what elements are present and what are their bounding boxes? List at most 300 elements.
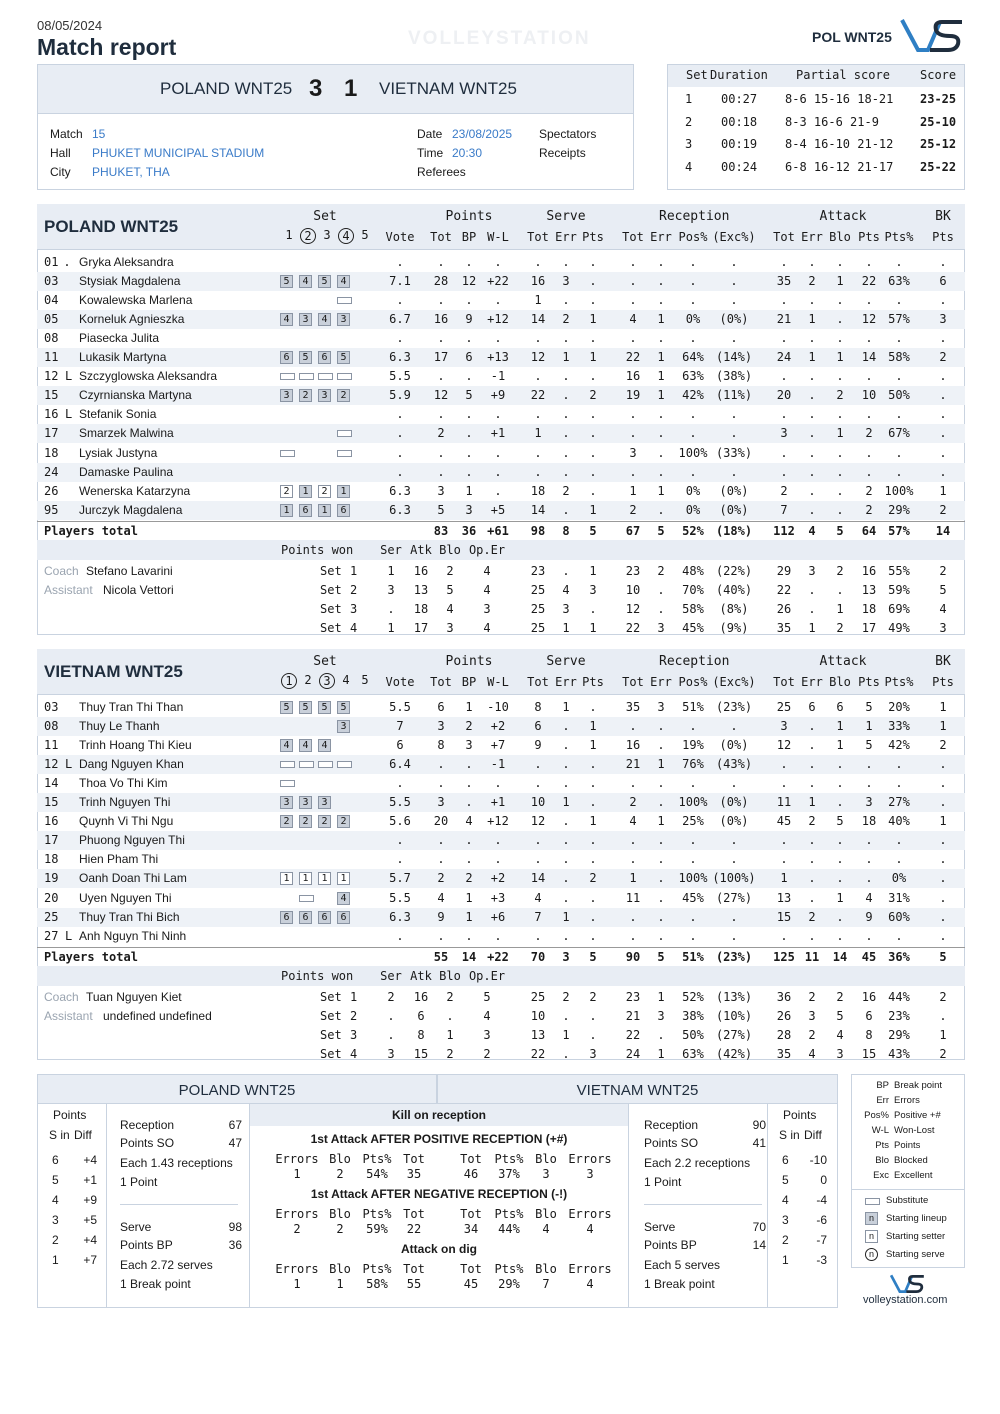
stat-cell: 5.5 bbox=[389, 369, 411, 384]
set-word: Set bbox=[320, 1046, 342, 1061]
stat-cell: 12 bbox=[530, 350, 546, 365]
stat-cell: . bbox=[534, 445, 542, 460]
set-stat-row bbox=[37, 562, 965, 581]
player-row bbox=[37, 310, 965, 329]
stat-cell: . bbox=[895, 928, 903, 943]
set-position-box: 4 bbox=[318, 313, 331, 326]
stat-cell: . bbox=[808, 426, 816, 441]
player-name: Wenerska Katarzyna bbox=[79, 483, 191, 498]
set-stat-cell: 3 bbox=[808, 1008, 816, 1023]
stat-cell: 2 bbox=[808, 909, 816, 924]
summary-away-header: VIETNAM WNT25 bbox=[437, 1074, 838, 1104]
summary-label: Reception bbox=[120, 1118, 175, 1132]
stat-cell: . bbox=[629, 407, 637, 422]
stat-cell: . bbox=[562, 293, 570, 308]
set-position-box bbox=[318, 761, 333, 768]
set-position-box: 4 bbox=[280, 313, 293, 326]
player-row bbox=[37, 501, 965, 520]
set-position-box: 4 bbox=[318, 739, 331, 752]
stat-cell: 11 bbox=[625, 890, 641, 905]
stat-cell: . bbox=[465, 776, 473, 791]
players-total-label: Players total bbox=[44, 523, 138, 538]
stat-cell: . bbox=[689, 464, 697, 479]
site-link[interactable]: volleystation.com bbox=[863, 1294, 948, 1306]
stat-cell: 24 bbox=[776, 350, 792, 365]
stat-cell: 20% bbox=[888, 700, 910, 714]
stat-cell: . bbox=[396, 331, 404, 346]
stat-cell: 63% bbox=[682, 369, 704, 384]
stat-cell: . bbox=[939, 852, 947, 867]
team-section-home bbox=[37, 204, 965, 635]
player-number: 16 bbox=[44, 407, 59, 422]
stat-cell: . bbox=[865, 757, 873, 772]
set-stat-cell: . bbox=[657, 601, 665, 616]
stat-cell: . bbox=[437, 255, 445, 269]
total-cell: 14 bbox=[935, 523, 951, 538]
stat-cell: 2 bbox=[780, 483, 788, 498]
set-stat-cell: 23 bbox=[625, 563, 641, 578]
player-row bbox=[37, 367, 965, 386]
stat-cell: . bbox=[657, 776, 665, 791]
stat-cell: . bbox=[836, 795, 844, 810]
points-won-cell: 4 bbox=[483, 563, 491, 578]
set-index: 3 bbox=[350, 601, 358, 616]
stat-cell: 20 bbox=[433, 814, 449, 829]
player-row bbox=[37, 736, 965, 755]
kill-value: 4 bbox=[586, 1277, 594, 1291]
player-row bbox=[37, 717, 965, 736]
stat-cell: . bbox=[808, 890, 816, 905]
set-stat-cell: (42%) bbox=[715, 1046, 753, 1061]
stat-cell: 63% bbox=[888, 274, 910, 289]
stat-cell: . bbox=[657, 255, 665, 269]
summary-value: 67 bbox=[228, 1118, 242, 1132]
stat-cell: 6 bbox=[437, 700, 445, 714]
kill-value: 2 bbox=[293, 1222, 301, 1236]
summary-label: Points SO bbox=[644, 1136, 699, 1150]
page-title: Match report bbox=[37, 34, 177, 60]
stat-cell: 7 bbox=[396, 719, 404, 734]
stat-cell: (23%) bbox=[715, 700, 753, 714]
stat-cell: . bbox=[534, 331, 542, 346]
kill-col-header: Pts% bbox=[362, 1152, 392, 1166]
stat-cell: 1 bbox=[589, 350, 597, 365]
total-cell: 14 bbox=[832, 949, 848, 964]
stat-cell: . bbox=[730, 928, 738, 943]
summary-value: 41 bbox=[752, 1136, 766, 1150]
set-stat-cell: 1 bbox=[589, 620, 597, 635]
player-name: Piasecka Julita bbox=[79, 331, 160, 346]
stat-cell: . bbox=[808, 445, 816, 460]
set-number: 2 bbox=[304, 673, 312, 687]
player-number: 08 bbox=[44, 719, 59, 734]
kill-block-title: 1st Attack AFTER NEGATIVE RECEPTION (-!) bbox=[310, 1187, 568, 1201]
stat-cell: . bbox=[865, 776, 873, 791]
kill-value: 1 bbox=[293, 1277, 301, 1291]
stat-cell: 4 bbox=[465, 814, 473, 829]
set-position-box bbox=[299, 761, 314, 768]
set-stat-row bbox=[37, 1045, 965, 1064]
set-stat-cell: 1 bbox=[939, 1027, 947, 1042]
stat-cell: 3 bbox=[437, 719, 445, 734]
total-cell: 51% bbox=[682, 949, 704, 964]
set-position-box: 1 bbox=[280, 872, 293, 885]
rotation-diff: 0 bbox=[820, 1173, 827, 1187]
stat-cell: 1 bbox=[534, 293, 542, 308]
stat-cell: . bbox=[657, 445, 665, 460]
points-won-label: Points won bbox=[281, 542, 354, 557]
set-stat-cell: 28 bbox=[776, 1027, 792, 1042]
stat-cell: . bbox=[689, 833, 697, 848]
column-header: Vote bbox=[385, 230, 415, 244]
stat-cell: . bbox=[562, 445, 570, 460]
stat-cell: . bbox=[895, 369, 903, 384]
group-header: Reception bbox=[659, 209, 730, 224]
total-cell: 70 bbox=[530, 949, 546, 964]
points-won-cell: 1 bbox=[387, 620, 395, 635]
set-cell: 00:19 bbox=[721, 137, 758, 151]
set-stat-cell: . bbox=[808, 601, 816, 616]
stat-cell: 31% bbox=[888, 890, 910, 905]
stat-cell: . bbox=[689, 928, 697, 943]
set-stat-row bbox=[37, 988, 965, 1007]
set-position-box: 5 bbox=[280, 701, 293, 714]
legend-label: Starting serve bbox=[886, 1249, 945, 1260]
points-won-cell: 3 bbox=[446, 620, 454, 635]
legend-box bbox=[851, 1074, 965, 1268]
date-value: 23/08/2025 bbox=[452, 127, 513, 141]
team-name: VIETNAM WNT25 bbox=[44, 662, 183, 681]
player-number: 12 bbox=[44, 369, 59, 384]
stat-cell: . bbox=[836, 312, 844, 327]
points-won-cell: 3 bbox=[483, 601, 491, 616]
stat-cell: 6.3 bbox=[389, 483, 411, 498]
away-team-name: VIETNAM WNT25 bbox=[379, 79, 517, 98]
stat-cell: . bbox=[494, 464, 502, 479]
stat-cell: . bbox=[689, 852, 697, 867]
stat-cell: . bbox=[465, 852, 473, 867]
summary-value: 90 bbox=[752, 1118, 766, 1132]
stat-cell: 25% bbox=[682, 814, 704, 829]
set-cell: 8-6 15-16 18-21 bbox=[785, 92, 894, 106]
stat-cell: . bbox=[437, 464, 445, 479]
kill-value: 1 bbox=[293, 1167, 301, 1181]
stat-cell: (43%) bbox=[715, 757, 753, 772]
stat-cell: . bbox=[396, 464, 404, 479]
stat-cell: 1 bbox=[939, 700, 947, 714]
set-position-box bbox=[337, 761, 352, 768]
set-number: 5 bbox=[361, 673, 369, 687]
stat-cell: . bbox=[657, 890, 665, 905]
stat-cell: . bbox=[939, 757, 947, 772]
set-position-box: 4 bbox=[299, 275, 312, 288]
player-name: Stefanik Sonia bbox=[79, 407, 157, 422]
set-stat-cell: 2 bbox=[939, 989, 947, 1004]
stat-cell: . bbox=[629, 274, 637, 289]
stat-cell: . bbox=[808, 719, 816, 734]
legend-abbr: Exc bbox=[873, 1170, 889, 1181]
set-stat-cell: 22 bbox=[625, 1027, 641, 1042]
player-name: Anh Nguyn Thi Ninh bbox=[79, 928, 187, 943]
set-stat-cell: 22 bbox=[625, 620, 641, 635]
stat-cell: (0%) bbox=[719, 738, 749, 753]
stat-cell: 22 bbox=[625, 350, 641, 365]
stat-cell: 9 bbox=[865, 909, 873, 924]
stat-cell: . bbox=[465, 795, 473, 810]
stat-cell: . bbox=[562, 852, 570, 867]
set-position-box: 1 bbox=[337, 872, 350, 885]
set-stat-cell: 1 bbox=[562, 620, 570, 635]
stat-cell: . bbox=[396, 833, 404, 848]
player-name: Thuy Le Thanh bbox=[79, 719, 160, 734]
sets-table-header bbox=[668, 65, 964, 87]
stat-cell: . bbox=[730, 274, 738, 289]
stat-cell: . bbox=[657, 331, 665, 346]
stat-cell: 6 bbox=[939, 274, 947, 289]
stat-cell: 45 bbox=[776, 814, 792, 829]
player-row bbox=[37, 348, 965, 367]
set-cell: 25-12 bbox=[920, 137, 957, 151]
stat-cell: . bbox=[939, 331, 947, 346]
set-position-box: 3 bbox=[280, 796, 293, 809]
player-name: Thoa Vo Thi Kim bbox=[79, 776, 168, 791]
stat-cell: -10 bbox=[487, 700, 509, 714]
stat-cell: . bbox=[562, 890, 570, 905]
stat-cell: . bbox=[629, 852, 637, 867]
rotation-diff: +4 bbox=[83, 1153, 97, 1167]
reception-summary bbox=[644, 1104, 766, 1308]
player-number: 15 bbox=[44, 388, 59, 403]
stat-cell: 57% bbox=[888, 312, 910, 327]
kill-col-header: Pts% bbox=[494, 1152, 524, 1166]
spectators-label: Spectators bbox=[539, 127, 597, 141]
stat-cell: 16 bbox=[625, 369, 641, 384]
stat-cell: . bbox=[836, 776, 844, 791]
summary-note: 1 Point bbox=[120, 1175, 158, 1189]
stat-cell: 1 bbox=[657, 757, 665, 772]
stat-cell: 3 bbox=[780, 426, 788, 441]
rotation-diff: +5 bbox=[83, 1213, 97, 1227]
stat-cell: . bbox=[939, 464, 947, 479]
stat-cell: . bbox=[629, 833, 637, 848]
set-stat-cell: 35 bbox=[776, 1046, 792, 1061]
coach-label: Coach bbox=[44, 563, 79, 578]
kill-col-header: Tot bbox=[460, 1207, 482, 1221]
player-row bbox=[37, 386, 965, 405]
stat-cell: . bbox=[895, 445, 903, 460]
divider bbox=[106, 1104, 107, 1308]
kill-value: 59% bbox=[366, 1222, 388, 1236]
stat-cell: 1 bbox=[836, 426, 844, 441]
stat-cell: . bbox=[865, 445, 873, 460]
column-header: Err bbox=[555, 675, 577, 689]
stat-cell: . bbox=[836, 852, 844, 867]
set-position-box bbox=[299, 895, 314, 902]
set-index: 2 bbox=[350, 582, 358, 597]
set-position-box: 3 bbox=[299, 313, 312, 326]
stat-cell: 1 bbox=[939, 814, 947, 829]
set-position-box bbox=[280, 761, 295, 768]
rotation-s: 3 bbox=[782, 1213, 789, 1227]
player-row bbox=[37, 405, 965, 424]
set-position-box: 5 bbox=[337, 351, 350, 364]
set-cell: 2 bbox=[685, 114, 693, 129]
stat-cell: 1 bbox=[589, 312, 597, 327]
time-label: Time bbox=[417, 146, 444, 160]
set-stat-cell: 69% bbox=[888, 601, 910, 616]
stat-cell: . bbox=[589, 776, 597, 791]
set-stat-cell: 10 bbox=[530, 1008, 546, 1023]
set-stat-cell: 21 bbox=[625, 1008, 641, 1023]
set-position-box: 2 bbox=[280, 485, 293, 498]
set-number: 4 bbox=[342, 673, 350, 687]
total-cell: 67 bbox=[625, 523, 641, 538]
stat-cell: . bbox=[939, 795, 947, 810]
stat-cell: 6 bbox=[534, 719, 542, 734]
stat-cell: 0% bbox=[685, 312, 701, 327]
rotation-diff: -3 bbox=[816, 1253, 827, 1267]
stat-cell: 1 bbox=[780, 871, 788, 886]
total-cell: 5 bbox=[589, 949, 597, 964]
stat-cell: . bbox=[534, 852, 542, 867]
set-number: 4 bbox=[338, 228, 354, 244]
set-stat-cell: . bbox=[589, 1027, 597, 1042]
player-row bbox=[37, 463, 965, 482]
stat-cell: . bbox=[589, 890, 597, 905]
points-won-col: Op.Er bbox=[468, 968, 506, 983]
stat-cell: 3 bbox=[465, 738, 473, 753]
stat-cell: . bbox=[465, 407, 473, 422]
hall-value: PHUKET MUNICIPAL STADIUM bbox=[92, 146, 265, 160]
set-number: 2 bbox=[300, 228, 316, 244]
kill-value: 7 bbox=[542, 1277, 550, 1291]
kill-col-header: Pts% bbox=[494, 1207, 524, 1221]
set-stat-cell: 15 bbox=[861, 1046, 877, 1061]
stat-cell: . bbox=[657, 426, 665, 441]
set-cell: 1 bbox=[685, 92, 693, 106]
player-number: 15 bbox=[44, 795, 59, 810]
stat-cell: . bbox=[629, 293, 637, 308]
summary-value: 98 bbox=[228, 1220, 242, 1234]
set-stat-cell: 2 bbox=[808, 989, 816, 1004]
set-cell: 4 bbox=[685, 159, 693, 174]
points-won-header bbox=[37, 966, 965, 986]
points-column bbox=[37, 1104, 107, 1308]
set-stat-cell: . bbox=[657, 582, 665, 597]
stat-cell: 1 bbox=[657, 369, 665, 384]
set-cell: 00:27 bbox=[721, 92, 758, 106]
set-stat-cell: 13 bbox=[530, 1027, 546, 1042]
stat-cell: 1 bbox=[534, 426, 542, 441]
kill-col-header: Blo bbox=[329, 1207, 351, 1221]
stat-cell: 29% bbox=[888, 502, 910, 517]
set-position-box bbox=[299, 373, 314, 380]
kill-value: 55 bbox=[406, 1277, 422, 1291]
stat-cell: 17 bbox=[433, 350, 449, 365]
stat-cell: +3 bbox=[490, 890, 506, 905]
stat-cell: . bbox=[657, 274, 665, 289]
stat-cell: . bbox=[657, 833, 665, 848]
stat-cell: . bbox=[437, 369, 445, 384]
player-row bbox=[37, 253, 965, 272]
column-header: (Exc%) bbox=[712, 675, 756, 689]
column-header: Pts bbox=[858, 230, 880, 244]
column-header: Pts% bbox=[884, 230, 914, 244]
player-name: Damaske Paulina bbox=[79, 464, 174, 479]
legend-desc: Won-Lost bbox=[894, 1125, 935, 1136]
column-header: W-L bbox=[487, 230, 509, 244]
stat-cell: 1 bbox=[939, 483, 947, 498]
stat-cell: . bbox=[589, 445, 597, 460]
stat-cell: 1 bbox=[562, 795, 570, 810]
player-number: 11 bbox=[44, 738, 59, 753]
kill-value: 44% bbox=[498, 1222, 520, 1236]
stat-cell: 35 bbox=[776, 274, 792, 289]
player-name: Hien Pham Thi bbox=[79, 852, 159, 867]
stat-cell: . bbox=[465, 445, 473, 460]
summary-note: Each 2.72 serves bbox=[120, 1258, 213, 1272]
set-position-box: 3 bbox=[280, 389, 293, 402]
stat-cell: . bbox=[629, 776, 637, 791]
stat-cell: . bbox=[730, 331, 738, 346]
set-stat-cell: . bbox=[589, 601, 597, 616]
stat-cell: 1 bbox=[836, 890, 844, 905]
kill-value: 3 bbox=[586, 1167, 594, 1181]
set-stat-cell: 2 bbox=[836, 620, 844, 635]
stat-cell: 2 bbox=[589, 871, 597, 886]
total-cell: 5 bbox=[939, 949, 947, 964]
stat-cell: (0%) bbox=[719, 814, 749, 829]
kill-value: 45 bbox=[463, 1277, 479, 1291]
set-stat-cell: 3 bbox=[808, 563, 816, 578]
set-stat-cell: 3 bbox=[589, 1046, 597, 1061]
set-stat-cell: . bbox=[836, 582, 844, 597]
stat-cell: . bbox=[562, 871, 570, 886]
set-position-box: 2 bbox=[337, 815, 350, 828]
set-word: Set bbox=[320, 601, 342, 616]
points-won-cell: 3 bbox=[387, 1046, 395, 1061]
set-stat-cell: 26 bbox=[776, 601, 792, 616]
column-header: Pts bbox=[932, 675, 954, 689]
stat-cell: . bbox=[657, 738, 665, 753]
player-row bbox=[37, 812, 965, 831]
set-stat-cell: 29 bbox=[776, 563, 792, 578]
stat-cell: 1 bbox=[657, 388, 665, 403]
kill-col-header: Pts% bbox=[494, 1262, 524, 1276]
points-won-cell: 2 bbox=[446, 1046, 454, 1061]
points-won-cell: 2 bbox=[387, 989, 395, 1004]
stat-cell: . bbox=[396, 776, 404, 791]
set-number: 3 bbox=[323, 228, 331, 242]
points-won-cell: 4 bbox=[483, 1008, 491, 1023]
stat-cell: . bbox=[396, 293, 404, 308]
stat-cell: . bbox=[689, 274, 697, 289]
stat-cell: . bbox=[465, 928, 473, 943]
kill-value: 4 bbox=[586, 1222, 594, 1236]
stat-cell: 5.5 bbox=[389, 700, 411, 714]
stat-cell: . bbox=[808, 738, 816, 753]
set-stat-row bbox=[37, 1007, 965, 1026]
kill-col-header: Tot bbox=[460, 1262, 482, 1276]
kill-col-header: Tot bbox=[460, 1152, 482, 1166]
stat-cell: 45% bbox=[682, 890, 704, 905]
player-row bbox=[37, 869, 965, 888]
stat-cell: . bbox=[808, 757, 816, 772]
summary-note: Each 5 serves bbox=[644, 1258, 721, 1272]
set-stat-cell: 12 bbox=[625, 601, 641, 616]
stat-cell: 50% bbox=[888, 388, 910, 403]
column-header: Tot bbox=[527, 230, 549, 244]
